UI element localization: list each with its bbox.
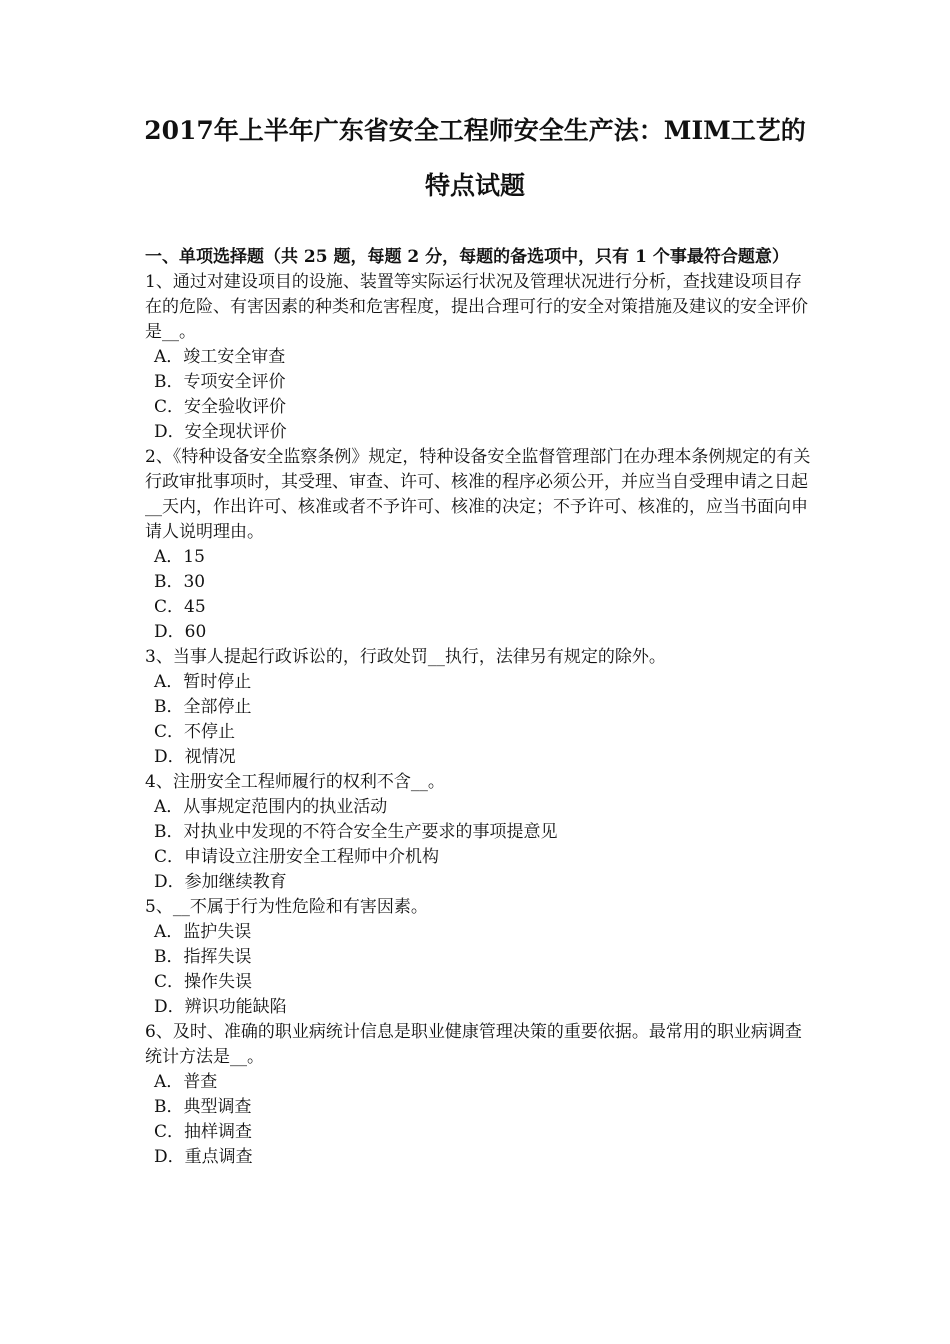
option-d: D．视情况 xyxy=(154,747,236,767)
question-stem: 6、及时、准确的职业病统计信息是职业健康管理决策的重要依据。最常用的职业病调查统计方法是__。 xyxy=(145,1022,802,1067)
option-b: B．30 xyxy=(154,572,206,592)
option-b: B．对执业中发现的不符合安全生产要求的事项提意见 xyxy=(154,822,558,842)
option-b: B．全部停止 xyxy=(154,697,252,717)
option-c: C．抽样调查 xyxy=(154,1122,253,1142)
option-a: A．15 xyxy=(154,547,205,567)
section-heading: 一、单项选择题（共 25 题，每题 2 分，每题的备选项中，只有 1 个事最符合题意） xyxy=(145,247,789,267)
question-stem: 1、通过对建设项目的设施、装置等实际运行状况及管理状况进行分析，查找建设项目存在的危险、有害因素的种类和危害程度，提出合理可行的安全对策措施及建议的安全评价是__。 xyxy=(145,272,808,342)
option-c: C．操作失误 xyxy=(154,972,253,992)
option-b: B．典型调查 xyxy=(154,1097,252,1117)
option-d: D．重点调查 xyxy=(154,1147,253,1167)
document-title-line2: 特点试题 xyxy=(424,171,525,200)
question-6 xyxy=(145,1020,815,1170)
option-b: B．指挥失误 xyxy=(154,947,252,967)
option-c: C．安全验收评价 xyxy=(154,397,287,417)
option-c: C．不停止 xyxy=(154,722,236,742)
option-a: A．监护失误 xyxy=(154,922,252,942)
option-c: C．申请设立注册安全工程师中介机构 xyxy=(154,847,440,867)
option-d: D．辨识功能缺陷 xyxy=(154,997,287,1017)
option-d: D．60 xyxy=(154,622,207,642)
question-5 xyxy=(145,895,815,1020)
question-3 xyxy=(145,645,815,770)
option-d: D．安全现状评价 xyxy=(154,422,287,442)
option-a: A．普查 xyxy=(154,1072,218,1092)
question-stem: 4、注册安全工程师履行的权利不含__。 xyxy=(145,772,445,792)
option-d: D．参加继续教育 xyxy=(154,872,287,892)
question-stem: 2、《特种设备安全监察条例》规定，特种设备安全监督管理部门在办理本条例规定的有关行政审批事项时，其受理、审查、许可、核准的程序必须公开，并应当自受理申请之日起__天内，作出许可、核准或者不予许可、核准的决定；不予许可、核准的，应当书面向申请人说明理由。 xyxy=(145,447,811,542)
document-body xyxy=(145,245,815,1170)
option-a: A．竣工安全审查 xyxy=(154,347,286,367)
option-c: C．45 xyxy=(154,597,206,617)
option-a: A．暂时停止 xyxy=(154,672,252,692)
document-title-line1: 2017年上半年广东省安全工程师安全生产法：MIM工艺的 xyxy=(144,116,806,145)
option-a: A．从事规定范围内的执业活动 xyxy=(154,797,388,817)
option-b: B．专项安全评价 xyxy=(154,372,286,392)
question-stem: 5、__不属于行为性危险和有害因素。 xyxy=(145,897,428,917)
question-2 xyxy=(145,445,815,645)
question-1 xyxy=(145,270,815,445)
question-stem: 3、当事人提起行政诉讼的，行政处罚__执行，法律另有规定的除外。 xyxy=(145,647,666,667)
question-4 xyxy=(145,770,815,895)
